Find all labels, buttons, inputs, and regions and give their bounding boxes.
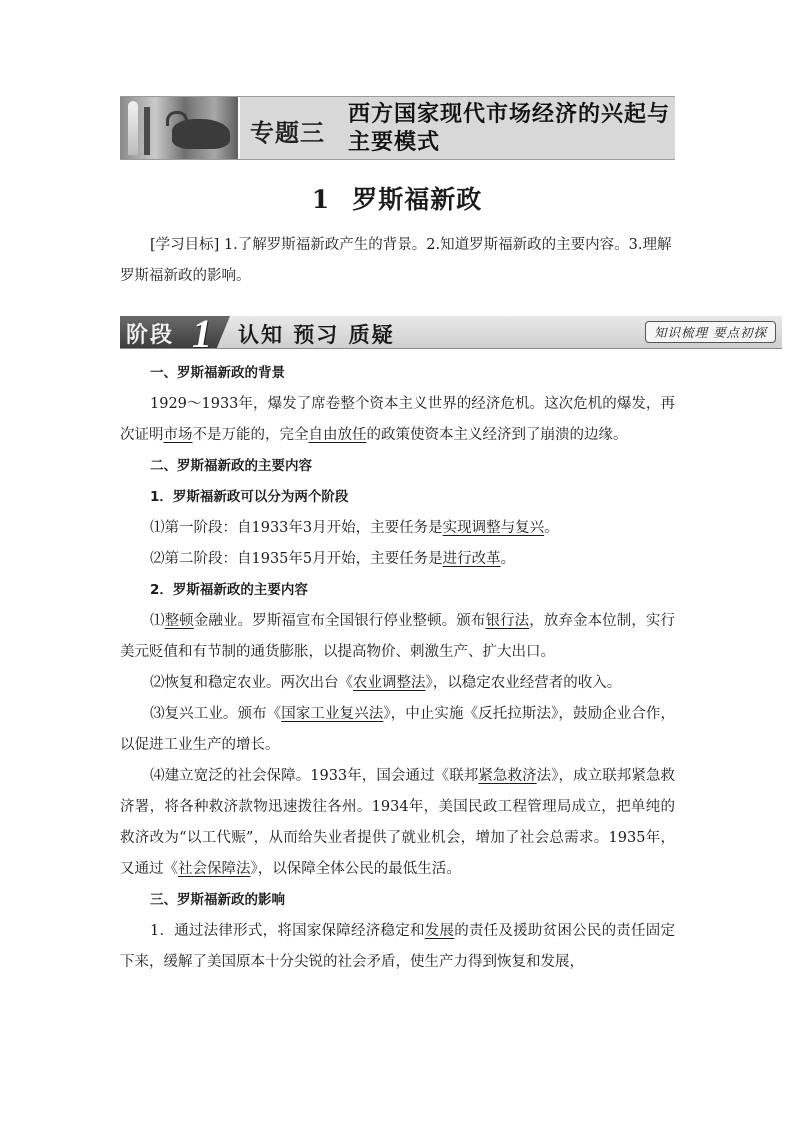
text: ⑷建立宽泛的社会保障。1933年，国会通过《联邦 [150,768,479,784]
keyword: 进行改革 [442,551,501,567]
keyword: 整顿 [164,613,194,629]
stage-tag: 知识梳理 要点初探 [645,321,776,343]
keyword: 社会保障法 [178,861,251,877]
text: 的政策使资本主义经济到了崩溃的边缘。 [366,427,628,443]
paragraph [120,761,675,885]
text: ⑶复兴工业。颁布《 [150,706,282,722]
section-heading: 一、罗斯福新政的背景 [150,365,285,381]
lesson-title [0,180,794,216]
topic-label: 专题三 [250,118,325,147]
keyword: 发展 [424,923,455,939]
text: 不是万能的，完全 [192,427,309,443]
lesson-title-text: 罗斯福新政 [352,185,483,214]
banner-divider [238,97,240,159]
text: 1929～1933年，爆发了席卷整个资本主义世界的经济危机。这次危机的爆发，再次证明 [120,396,675,443]
paragraph [120,544,675,575]
text: 》，以稳定农业经营者的收入。 [425,675,622,691]
paragraph [120,916,675,978]
paragraph [120,389,675,451]
banner-photo [120,97,238,159]
text: 。 [544,520,559,536]
text: 。 [500,551,516,567]
text: ⑵恢复和稳定农业。两次出台《 [150,675,353,691]
stage-header [120,311,782,356]
subheading: 2．罗斯福新政的主要内容 [150,582,308,598]
text: ，放弃金本位制，实行美元贬值和有节制的通货膨胀，以提高物价、刺激生产、扩大出口。 [120,613,676,660]
content [120,358,675,978]
text: ⑴ [150,613,165,629]
text: ⑴第一阶段：自1933年3月开始，主要任务是 [150,520,443,536]
keyword: 市场 [163,427,193,443]
section-heading: 三、罗斯福新政的影响 [150,892,285,908]
keyword: 银行法 [485,613,530,629]
paragraph [120,699,675,761]
topic-title: 西方国家现代市场经济的兴起与主要模式 [348,101,671,155]
objective-text: 1.了解罗斯福新政产生的背景。2.知道罗斯福新政的主要内容。3.理解罗斯福新政的影响。 [120,237,672,284]
keyword: 农业调整法 [353,675,426,691]
stage-title: 认知 预习 质疑 [238,322,395,347]
text: 金融业。罗斯福宣布全国银行停业整顿。颁布 [193,613,486,629]
tower-image [144,107,150,155]
text: 1．通过法律形式，将国家保障经济稳定和 [150,923,425,939]
subheading: 1．罗斯福新政可以分为两个阶段 [150,489,349,505]
topic-banner [120,96,675,160]
keyword: 紧急救济 [478,768,537,784]
keyword: 实现调整与复兴 [442,520,545,536]
text: ⑵第二阶段：自1935年5月开始，主要任务是 [150,551,443,567]
objective-tag: [学习目标] [150,237,220,253]
stage-word: 阶段 [126,323,175,348]
text: 的责任及援助贫困公民的责任固定下来，缓解了美国原本十分尖锐的社会矛盾，使生产力得到恢复和发展， [120,923,676,970]
stage-number: 1 [192,311,212,356]
keyword: 自由放任 [308,427,367,443]
lesson-number: 1 [311,185,331,214]
paragraph [120,513,675,544]
paragraph [120,606,675,668]
text: 》，中止实施《反托拉斯法》，鼓励企业合作，以促进工业生产的增长。 [120,706,676,753]
section-heading: 二、罗斯福新政的主要内容 [150,458,312,474]
rocket-image [128,101,138,155]
keyword: 国家工业复兴法 [281,706,384,722]
paragraph [120,668,675,699]
learning-objective [120,230,675,292]
text: 法》，成立联邦紧急救济署，将各种救济款物迅速拨往各州。1934年，美国民政工程管理局成立，把单纯的救济改为“以工代赈”，从而给失业者提供了就业机会，增加了社会总需求。1935年，又通过《 [120,768,676,877]
bull-statue-image [172,119,230,149]
text: 》，以保障全体公民的最低生活。 [250,861,461,877]
